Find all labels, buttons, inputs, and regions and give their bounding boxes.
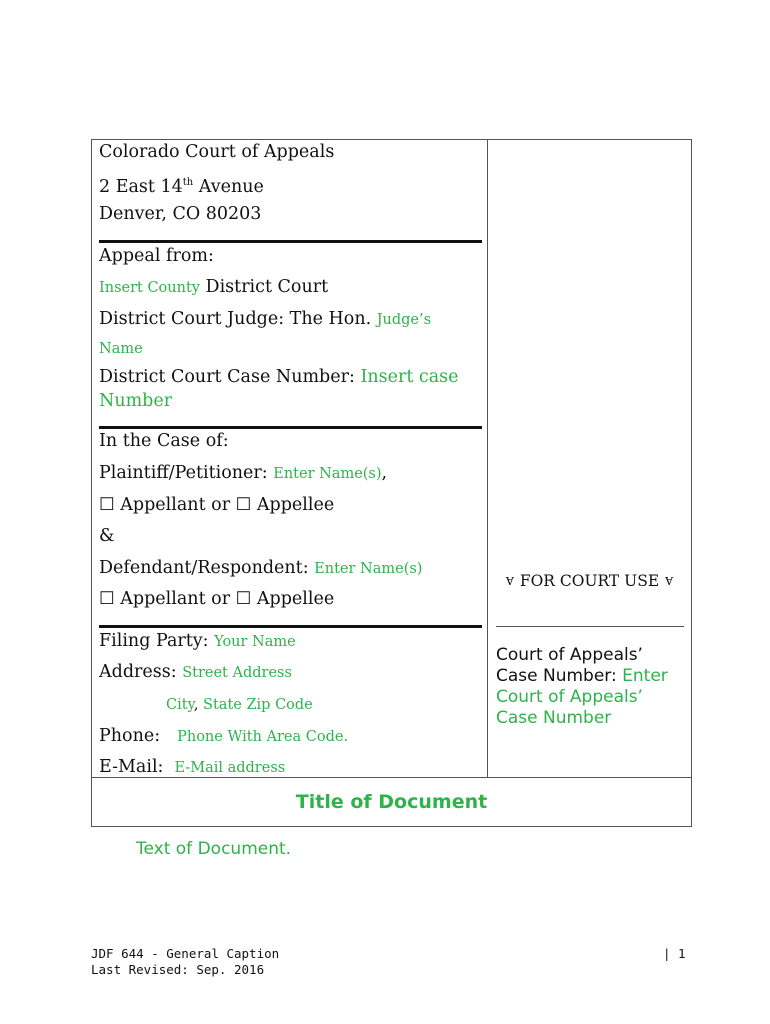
judge-name-field-continued[interactable]: Name xyxy=(99,341,143,357)
plaintiff-line: Plaintiff/Petitioner: Enter Name(s), xyxy=(99,463,388,483)
caption-left-column xyxy=(92,140,488,777)
district-case-number-field[interactable]: Insert case Number xyxy=(99,367,459,411)
section-divider xyxy=(99,625,482,628)
footer-form-id: JDF 644 - General Caption xyxy=(91,946,280,961)
filing-phone-line: Phone: Phone With Area Code. xyxy=(99,726,349,746)
plaintiff-name-field[interactable]: Enter Name(s) xyxy=(273,466,382,482)
triangle-icon: Ɐ xyxy=(505,575,514,588)
right-column-divider xyxy=(496,626,684,627)
street-address-field[interactable]: Street Address xyxy=(182,665,292,681)
city-field[interactable]: City xyxy=(166,697,194,713)
document-title-field[interactable]: Title of Document xyxy=(295,791,488,813)
defendant-role-line: ☐ Appellant or ☐ Appellee xyxy=(99,589,335,609)
footer-page-number: | 1 xyxy=(663,946,686,961)
phone-field[interactable]: Phone With Area Code. xyxy=(177,729,349,745)
defendant-appellant-checkbox[interactable]: ☐ xyxy=(99,589,115,609)
judge-name-field[interactable]: Judge’s xyxy=(376,312,432,328)
document-body-field[interactable]: Text of Document. xyxy=(136,839,292,859)
court-name: Colorado Court of Appeals xyxy=(99,142,335,162)
court-street-address: 2 East 14th Avenue xyxy=(99,177,264,197)
plaintiff-appellee-checkbox[interactable]: ☐ xyxy=(235,495,252,515)
filing-city-line: City, State Zip Code xyxy=(166,697,313,713)
ampersand: & xyxy=(99,526,115,546)
triangle-icon: Ɐ xyxy=(665,575,674,588)
filing-address-line: Address: Street Address xyxy=(99,662,292,682)
in-the-case-of-label: In the Case of: xyxy=(99,431,229,451)
email-field[interactable]: E-Mail address xyxy=(174,760,286,776)
judge-line: District Court Judge: The Hon. Judge’s xyxy=(99,309,432,329)
district-court-line: Insert County District Court xyxy=(99,277,329,297)
coa-case-number-field[interactable]: Enter Court of Appeals’ Case Number xyxy=(496,666,668,728)
filing-party-name-field[interactable]: Your Name xyxy=(214,634,296,650)
plaintiff-role-line: ☐ Appellant or ☐ Appellee xyxy=(99,495,335,515)
county-field[interactable]: Insert County xyxy=(99,280,200,296)
defendant-line: Defendant/Respondent: Enter Name(s) xyxy=(99,558,423,578)
footer-left xyxy=(91,946,279,978)
defendant-appellee-checkbox[interactable]: ☐ xyxy=(235,589,252,609)
defendant-name-field[interactable]: Enter Name(s) xyxy=(314,561,423,577)
appeal-from-label: Appeal from: xyxy=(99,246,214,266)
filing-party-line: Filing Party: Your Name xyxy=(99,631,296,651)
section-divider xyxy=(99,240,482,243)
district-case-number-line: District Court Case Number: Insert case Number xyxy=(99,367,459,411)
section-divider xyxy=(99,426,482,429)
coa-case-number: Court of Appeals’ Case Number: Enter Court of Appeals’ Case Number xyxy=(496,645,668,728)
state-zip-field[interactable]: State Zip Code xyxy=(203,697,313,713)
title-row xyxy=(92,777,691,826)
plaintiff-appellant-checkbox[interactable]: ☐ xyxy=(99,495,115,515)
footer-revised: Last Revised: Sep. 2016 xyxy=(91,962,265,977)
court-city: Denver, CO 80203 xyxy=(99,204,262,224)
caption-right-column xyxy=(488,140,691,777)
caption-table xyxy=(91,139,692,827)
judge-line-continued xyxy=(99,337,143,360)
filing-email-line: E-Mail: E-Mail address xyxy=(99,757,286,777)
for-court-use-label: Ɐ FOR COURT USE Ɐ xyxy=(505,572,674,590)
